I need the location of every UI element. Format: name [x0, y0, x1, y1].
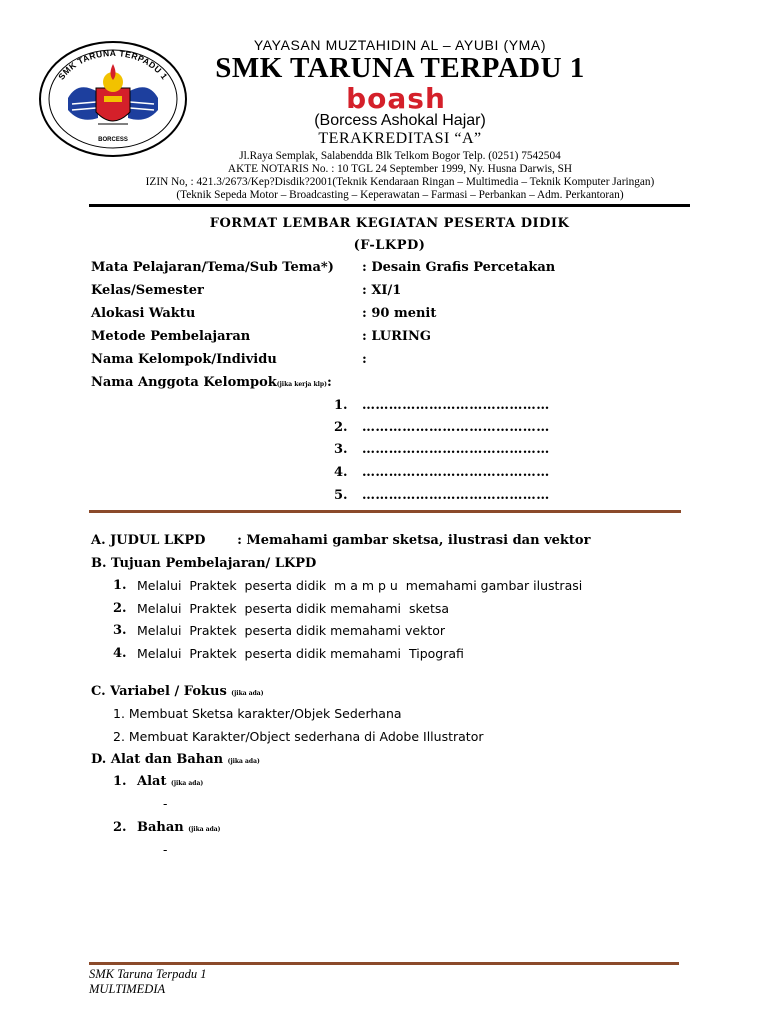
tool-label-text: Alat [137, 774, 167, 789]
member-number: 1. [334, 398, 348, 413]
anggota-label-text: Nama Anggota Kelompok [91, 375, 277, 390]
goal-number: 3. [113, 623, 127, 638]
member-number: 5. [334, 488, 348, 503]
form-subtitle: (F-LKPD) [353, 238, 426, 253]
goal-text: Melalui Praktek peserta didik memahami Tipografi [137, 646, 464, 661]
field-label-kelompok: Nama Kelompok/Individu [91, 352, 277, 367]
goal-text: Melalui Praktek peserta didik memahami vektor [137, 623, 446, 638]
notary-line: AKTE NOTARIS No. : 10 TGL 24 September 1999, Ny. Husna Darwis, SH [227, 163, 573, 175]
anggota-label [91, 375, 332, 390]
field-value-mapel: : Desain Grafis Percetakan [362, 260, 556, 275]
field-label-kelas: Kelas/Semester [91, 283, 204, 298]
member-number: 2. [334, 420, 348, 435]
material-value: - [163, 843, 168, 858]
field-label-metode: Metode Pembelajaran [91, 329, 251, 344]
member-blank: …………………………………… [362, 398, 550, 413]
member-blank: …………………………………… [362, 465, 550, 480]
anggota-colon: : [326, 375, 332, 390]
license-line: IZIN No, : 421.3/2673/Kep?Disdik?2001(Teknik Kendaraan Ringan – Multimedia – Teknik Komputer Jaringan) [145, 176, 655, 188]
header-divider [89, 204, 690, 207]
field-label-alokasi: Alokasi Waktu [91, 306, 196, 321]
section-d-title [91, 752, 260, 767]
footer-divider [89, 962, 679, 965]
tool-value: - [163, 797, 168, 812]
section-divider [89, 510, 681, 513]
field-value-alokasi: : 90 menit [362, 306, 437, 321]
focus-item: 1. Membuat Sketsa karakter/Objek Sederhana [113, 706, 402, 721]
section-d-label: D. Alat dan Bahan [91, 752, 224, 767]
material-label-text: Bahan [137, 820, 184, 835]
field-value-metode: : LURING [362, 329, 431, 344]
address-line: Jl.Raya Semplak, Salabendda Blk Telkom Bogor Telp. (0251) 7542504 [239, 150, 561, 162]
section-b-title: B. Tujuan Pembelajaran/ LKPD [91, 556, 317, 571]
school-logo [38, 40, 188, 158]
goal-text: Melalui Praktek peserta didik memahami sketsa [137, 601, 450, 616]
field-value-kelas: : XI/1 [362, 283, 402, 298]
goal-text: Melalui Praktek peserta didik m a m p u memahami gambar ilustrasi [137, 578, 583, 593]
section-a-judul: A. JUDUL LKPD : Memahami gambar sketsa, ilustrasi dan vektor [91, 533, 591, 548]
goal-number: 1. [113, 578, 127, 593]
section-c-note: (jika ada) [231, 690, 264, 697]
goal-number: 4. [113, 646, 127, 661]
boash-logo [330, 85, 462, 113]
section-c-title [91, 684, 264, 699]
focus-item: 2. Membuat Karakter/Object sederhana di Adobe Illustrator [113, 729, 484, 744]
logo-bottom-text: BORCESS [98, 137, 128, 143]
member-number: 3. [334, 442, 348, 457]
form-title: FORMAT LEMBAR KEGIATAN PESERTA DIDIK [209, 216, 570, 231]
member-number: 4. [334, 465, 348, 480]
member-blank: …………………………………… [362, 420, 550, 435]
school-name: SMK TARUNA TERPADU 1 [215, 52, 585, 84]
material-note: (jika ada) [188, 826, 221, 833]
school-subtitle: (Borcess Ashokal Hajar) [314, 112, 486, 129]
material-label [137, 820, 221, 835]
footer-school: SMK Taruna Terpadu 1 [89, 967, 207, 981]
tool-note: (jika ada) [170, 780, 204, 787]
accreditation: TERAKREDITASI “A” [318, 130, 482, 147]
tool-number: 1. [113, 774, 127, 789]
anggota-note: (jika kerja klp) [276, 381, 327, 388]
footer-department: MULTIMEDIA [89, 982, 166, 996]
boash-logo-text: boash [346, 85, 446, 113]
member-blank: …………………………………… [362, 488, 550, 503]
foundation-name: YAYASAN MUZTAHIDIN AL – AYUBI (YMA) [253, 37, 547, 53]
field-value-kelompok: : [362, 352, 367, 367]
tool-label [137, 774, 203, 789]
programs-line: (Teknik Sepeda Motor – Broadcasting – Keperawatan – Farmasi – Perbankan – Adm. Perkantoran) [176, 189, 624, 201]
goal-number: 2. [113, 601, 127, 616]
material-number: 2. [113, 820, 127, 835]
section-c-label: C. Variabel / Fokus [91, 684, 227, 699]
section-d-note: (jika ada) [227, 758, 260, 765]
member-blank: …………………………………… [362, 442, 550, 457]
logo-ring-text: SMK TARUNA TERPADU 1 [56, 47, 170, 82]
field-label-mapel: Mata Pelajaran/Tema/Sub Tema*) [91, 260, 334, 275]
